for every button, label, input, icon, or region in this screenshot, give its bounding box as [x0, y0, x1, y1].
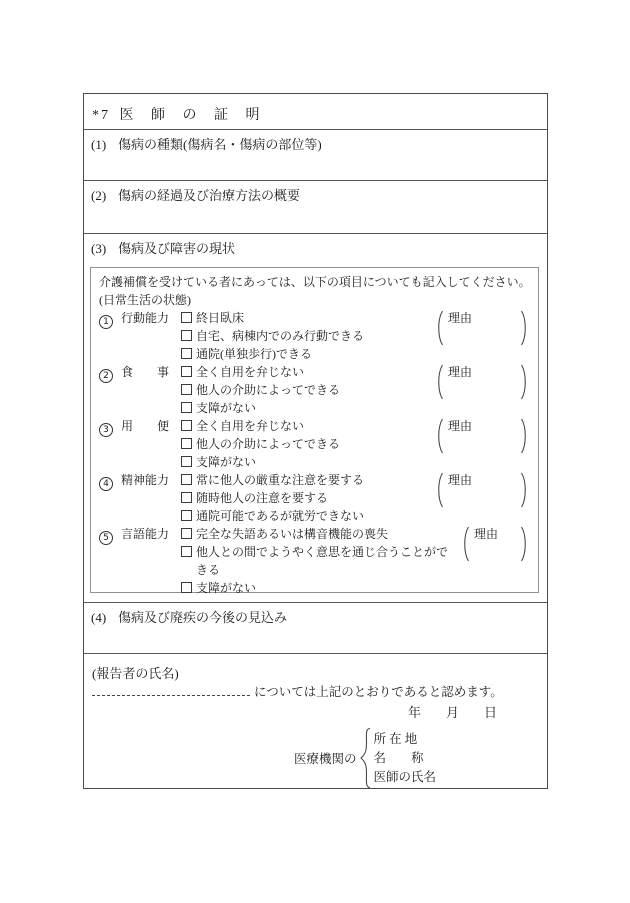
option-label: 通院(単独歩行)できる	[196, 347, 312, 361]
option-label: 他人の介助によってできる	[196, 437, 341, 451]
option-label: 他人との間でようやく意思を通じ合うことがで	[196, 545, 449, 559]
checkbox-option	[181, 525, 460, 543]
daily-life-subtitle: (日常生活の状態)	[99, 293, 191, 307]
item-options	[181, 417, 434, 471]
certification-statement-line	[92, 683, 539, 702]
daily-life-item	[99, 471, 530, 525]
form-title-row	[84, 94, 547, 130]
circled-number-icon: 2	[99, 369, 113, 383]
left-paren-icon	[434, 472, 444, 508]
section-2-heading	[84, 181, 547, 205]
option-label: 支障がない	[196, 455, 257, 469]
left-paren-icon	[434, 418, 444, 454]
checkbox-icon[interactable]	[181, 438, 192, 449]
checkbox-option	[181, 507, 434, 525]
checkbox-icon[interactable]	[181, 420, 192, 431]
item-category: 行動能力	[121, 311, 170, 325]
daily-life-item	[99, 309, 530, 363]
checkbox-icon[interactable]	[181, 312, 192, 323]
option-label: 通院可能であるが就労できない	[196, 509, 365, 523]
checkbox-icon[interactable]	[181, 348, 192, 359]
section-future-outlook	[84, 603, 547, 654]
right-paren-icon	[520, 364, 530, 400]
section-3-label: 傷病及び障害の現状	[118, 241, 236, 256]
checkbox-icon[interactable]	[181, 330, 192, 341]
title-asterisk-note: *7	[92, 108, 110, 123]
date-year-month-day: 年 月 日	[407, 705, 503, 720]
section-1-number: (1)	[91, 137, 107, 152]
option-label: 他人の介助によってできる	[196, 383, 341, 397]
checkbox-option	[181, 543, 460, 579]
section-current-condition	[84, 234, 547, 603]
option-label: 随時他人の注意を要する	[196, 491, 329, 505]
reporter-name-label: (報告者の氏名)	[92, 666, 179, 681]
section-2-number: (2)	[91, 188, 107, 203]
daily-life-item	[99, 363, 530, 417]
section-3-heading	[84, 234, 547, 258]
checkbox-icon[interactable]	[181, 582, 192, 593]
certification-statement: については上記のとおりであると認めます。	[254, 685, 503, 699]
certification-section	[84, 654, 547, 789]
left-paren-icon	[460, 526, 470, 562]
item-number	[99, 417, 121, 437]
item-number	[99, 471, 121, 491]
item-category: 精神能力	[121, 473, 170, 487]
daily-life-item	[99, 417, 530, 471]
section-4-number: (4)	[91, 610, 107, 625]
checkbox-option	[181, 327, 434, 345]
checkbox-option	[181, 399, 434, 417]
checkbox-option	[181, 453, 434, 471]
item-number	[99, 525, 121, 545]
org-address-line: 所 在 地	[373, 731, 418, 746]
checkbox-option	[181, 345, 434, 363]
item-options	[181, 525, 460, 597]
reporter-name-field[interactable]	[92, 684, 250, 696]
reason-bracket	[434, 418, 530, 454]
circled-number-icon: 3	[99, 423, 113, 437]
right-paren-icon	[520, 472, 530, 508]
checkbox-icon[interactable]	[181, 402, 192, 413]
option-label: 支障がない	[196, 401, 257, 415]
item-options	[181, 471, 434, 525]
checkbox-option	[181, 417, 434, 435]
right-paren-icon	[520, 310, 530, 346]
right-paren-icon	[520, 526, 530, 562]
medical-org-label: 医療機関の	[294, 752, 357, 766]
checkbox-icon[interactable]	[181, 384, 192, 395]
medical-org-group	[294, 727, 539, 789]
checkbox-option	[181, 381, 434, 399]
daily-life-box	[90, 267, 539, 593]
reason-bracket	[434, 310, 530, 346]
checkbox-option	[181, 489, 434, 507]
section-4-heading	[84, 603, 547, 627]
reason-bracket	[460, 526, 530, 562]
section-1-label: 傷病の種類(傷病名・傷病の部位等)	[118, 137, 322, 152]
section-2-label: 傷病の経過及び治療方法の概要	[118, 188, 301, 203]
circled-number-icon: 4	[99, 477, 113, 491]
checkbox-option	[181, 579, 460, 597]
section-treatment-summary	[84, 181, 547, 234]
option-label: 全く自用を弁じない	[196, 365, 305, 379]
reason-label: 理由	[474, 527, 499, 541]
item-options	[181, 309, 434, 363]
right-paren-icon	[520, 418, 530, 454]
left-brace-icon	[359, 727, 372, 789]
option-label: 自宅、病棟内でのみ行動できる	[196, 329, 365, 343]
checkbox-option	[181, 471, 434, 489]
checkbox-option	[181, 363, 434, 381]
item-options	[181, 363, 434, 417]
reason-label: 理由	[448, 419, 473, 433]
checkbox-option	[181, 435, 434, 453]
reason-label: 理由	[448, 473, 473, 487]
option-label: 支障がない	[196, 581, 257, 595]
section-3-number: (3)	[91, 241, 107, 256]
form-title: 医 師 の 証 明	[119, 108, 267, 123]
org-name-line: 名 称	[373, 750, 424, 765]
section-1-heading	[84, 130, 547, 154]
item-category: 用 便	[121, 419, 170, 433]
reason-label: 理由	[448, 365, 473, 379]
item-category: 食 事	[121, 365, 170, 379]
reason-label: 理由	[448, 311, 473, 325]
checkbox-option	[181, 309, 434, 327]
option-label-wrapped: きる	[196, 563, 221, 577]
left-paren-icon	[434, 364, 444, 400]
option-label: 全く自用を弁じない	[196, 419, 305, 433]
reason-bracket	[434, 364, 530, 400]
left-paren-icon	[434, 310, 444, 346]
org-doctor-name-line: 医師の氏名	[373, 769, 437, 784]
item-number	[99, 363, 121, 383]
medical-org-lines	[374, 730, 437, 787]
checkbox-icon[interactable]	[181, 528, 192, 539]
checkbox-icon[interactable]	[181, 366, 192, 377]
reason-bracket	[434, 472, 530, 508]
checkbox-icon[interactable]	[181, 492, 192, 503]
checkbox-icon[interactable]	[181, 456, 192, 467]
option-label: 終日臥床	[196, 311, 245, 325]
medical-certificate-form	[83, 93, 548, 789]
circled-number-icon: 5	[99, 531, 113, 545]
section-4-label: 傷病及び廃疾の今後の見込み	[118, 610, 288, 625]
item-number	[99, 309, 121, 329]
daily-life-items	[99, 309, 530, 597]
option-label: 完全な失語あるいは構音機能の喪失	[196, 527, 389, 541]
circled-number-icon: 1	[99, 315, 113, 329]
option-label: 常に他人の厳重な注意を要する	[196, 473, 365, 487]
date-line	[92, 703, 539, 722]
checkbox-icon[interactable]	[181, 510, 192, 521]
checkbox-icon[interactable]	[181, 546, 192, 557]
care-compensation-note: 介護補償を受けている者にあっては、以下の項目についても記入してください。	[99, 275, 531, 289]
section-injury-type	[84, 130, 547, 181]
daily-life-item	[99, 525, 530, 597]
checkbox-icon[interactable]	[181, 474, 192, 485]
item-category: 言語能力	[121, 527, 170, 541]
